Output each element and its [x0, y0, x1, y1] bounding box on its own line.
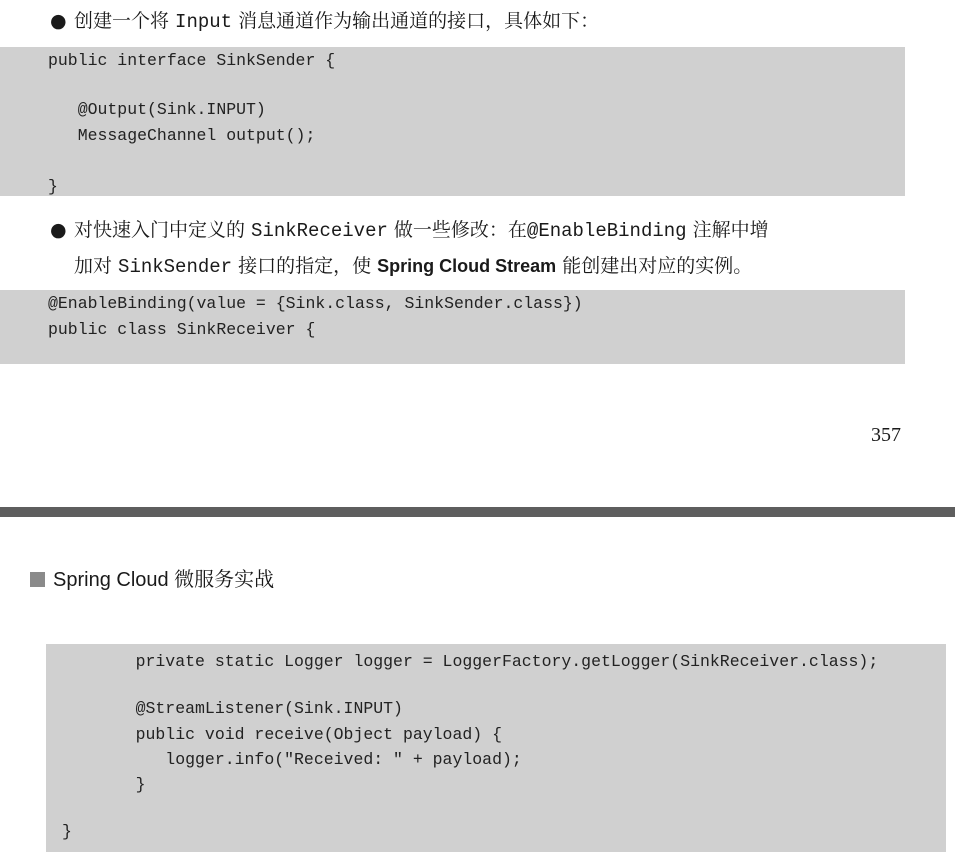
text-segment: 能创建出对应的实例。 [556, 255, 753, 277]
code-line: @Output(Sink.INPUT) [48, 100, 266, 119]
code-line: public interface SinkSender { [48, 51, 336, 70]
running-header [30, 565, 274, 595]
code-block-interface [0, 47, 905, 196]
code-line: logger.info("Received: " + payload); [96, 750, 522, 769]
text-segment: 创建一个将 [74, 10, 176, 32]
square-icon [30, 572, 45, 587]
inline-code: SinkSender [118, 256, 233, 278]
code-line: public class SinkReceiver { [48, 320, 316, 339]
inline-code: @EnableBinding [526, 220, 687, 242]
page-divider [0, 507, 955, 517]
bullet-paragraph-1 [50, 4, 599, 39]
text-segment: 注解中增 [686, 219, 769, 241]
text-segment: 对快速入门中定义的 [74, 219, 252, 241]
code-line: MessageChannel output(); [48, 126, 316, 145]
inline-code: Input [175, 11, 233, 33]
text-segment: 做一些修改：在 [387, 219, 527, 241]
code-line: } [48, 177, 58, 196]
bullet-dot: ● [50, 10, 67, 32]
code-line: private static Logger logger = LoggerFactory.getLogger(SinkReceiver.class); [96, 652, 879, 671]
code-block-enable-binding [0, 290, 905, 364]
text-segment: 加对 [74, 255, 119, 277]
code-line: } [96, 775, 146, 794]
bullet-dot: ● [50, 219, 67, 241]
inline-code: SinkReceiver [251, 220, 388, 242]
page-number: 357 [871, 424, 901, 446]
code-line: public void receive(Object payload) { [96, 725, 502, 744]
code-line: } [62, 822, 72, 841]
product-name: Spring Cloud Stream [377, 256, 557, 276]
code-line: @StreamListener(Sink.INPUT) [96, 699, 403, 718]
text-segment: 消息通道作为输出通道的接口，具体如下： [232, 10, 600, 32]
text-segment: 接口的指定，使 [232, 255, 378, 277]
bullet-paragraph-2 [50, 213, 769, 248]
header-title: Spring Cloud 微服务实战 [53, 569, 275, 591]
code-line: @EnableBinding(value = {Sink.class, SinkSender.class}) [48, 294, 583, 313]
code-block-receiver [46, 644, 946, 852]
bullet-paragraph-2-cont [74, 249, 752, 284]
